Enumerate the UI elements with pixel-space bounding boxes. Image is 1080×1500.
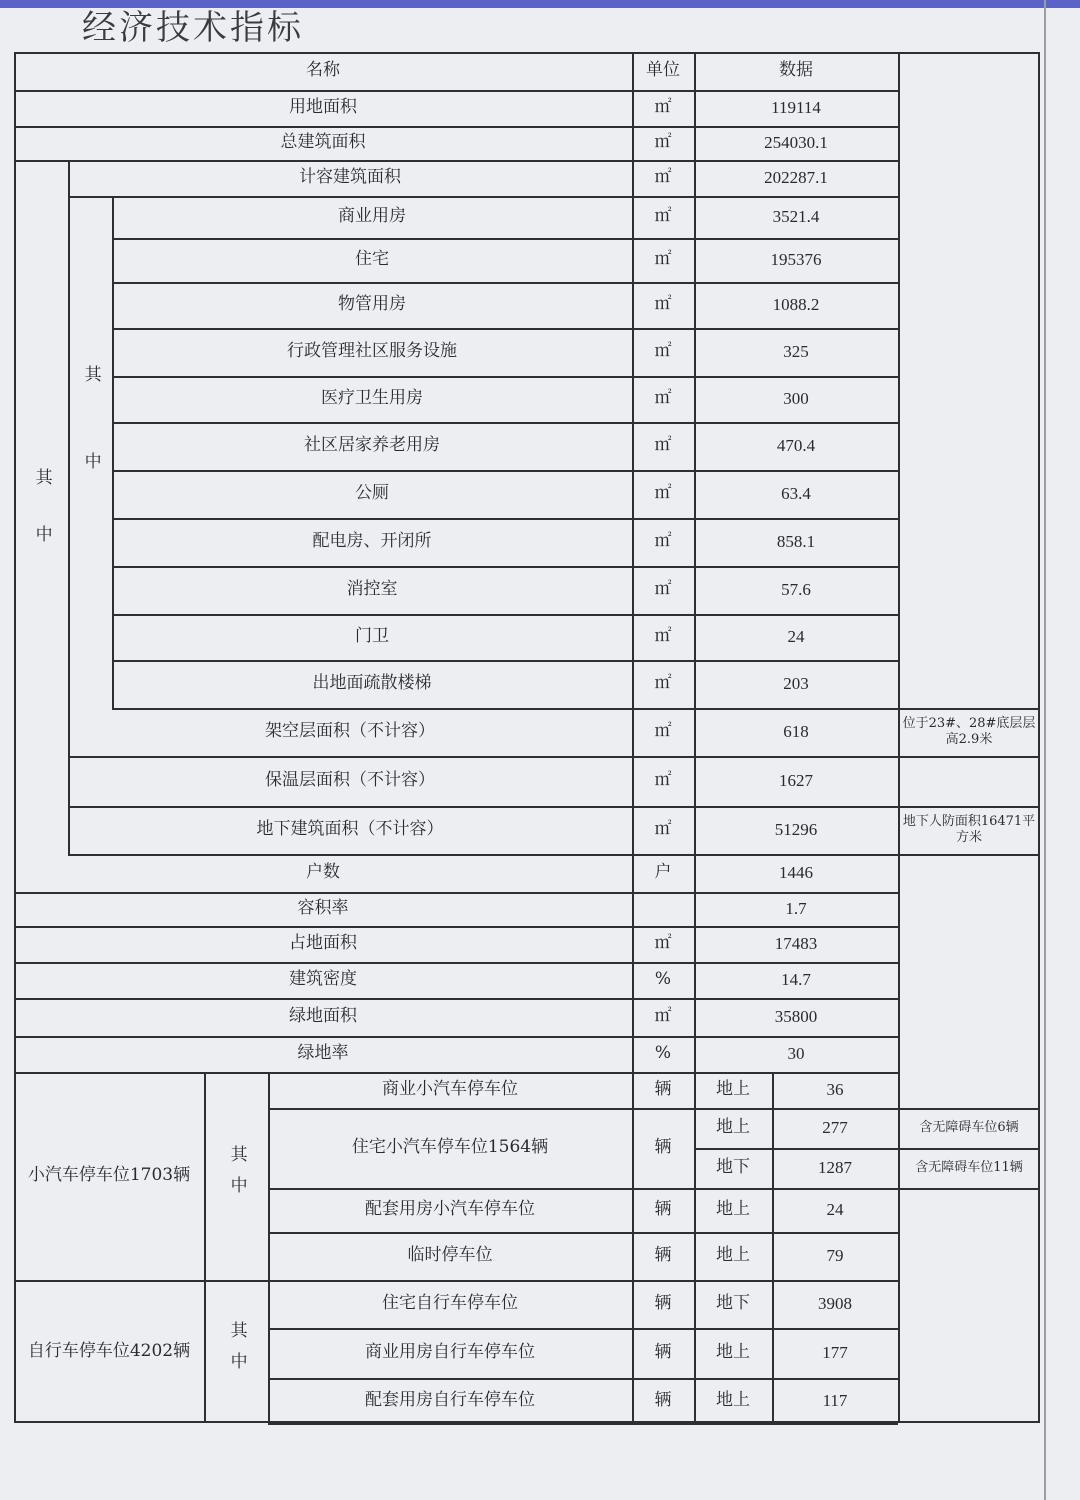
row-unit: ㎡ [654, 721, 672, 742]
row-value: 17483 [774, 934, 818, 954]
group-divider [14, 1280, 204, 1282]
parking-location: 地上 [716, 1199, 750, 1220]
row-value: 300 [783, 389, 809, 409]
parking-location: 地下 [716, 1293, 750, 1314]
section-divider [14, 1072, 898, 1074]
row-value: 254030.1 [764, 133, 828, 153]
row-value: 63.4 [781, 484, 811, 504]
note-divider [898, 1188, 1040, 1190]
row-name: 医疗卫生用房 [321, 388, 423, 409]
note-divider [898, 1148, 1040, 1150]
row-unit: ㎡ [654, 294, 672, 315]
row-name: 总建筑面积 [280, 132, 366, 153]
header-value: 数据 [779, 60, 813, 81]
parking-value: 36 [826, 1080, 844, 1100]
note-divider [898, 756, 1040, 758]
note-divider [898, 1108, 1040, 1110]
parking-note: 含无障碍车位6辆 [919, 1120, 1019, 1136]
parking-name: 临时停车位 [407, 1245, 493, 1266]
bike-qizhong-label: 其中 [226, 1320, 247, 1383]
parking-unit: 辆 [654, 1293, 672, 1314]
group-divider [204, 1280, 268, 1282]
row-unit: ㎡ [654, 579, 672, 600]
note-divider [898, 708, 1040, 710]
parking-value: 117 [822, 1390, 848, 1410]
row-value: 14.7 [781, 970, 811, 990]
row-unit: ㎡ [654, 435, 672, 456]
row-name: 门卫 [355, 626, 389, 647]
qizhong-label-outer: 其中 [31, 468, 52, 582]
row-unit: ㎡ [654, 1006, 672, 1027]
row-unit: % [654, 1043, 672, 1064]
note-divider [898, 806, 1040, 808]
parking-unit: 辆 [654, 1079, 672, 1100]
row-name: 保温层面积（不计容） [265, 770, 435, 791]
parking-unit: 辆 [654, 1245, 672, 1266]
parking-value: 3908 [818, 1294, 852, 1314]
row-name: 绿地率 [297, 1043, 349, 1064]
row-unit [632, 892, 694, 926]
grid-line [694, 1072, 696, 1423]
row-name: 消控室 [346, 579, 398, 600]
row-unit: ㎡ [654, 206, 672, 227]
row-name: 用地面积 [289, 97, 357, 118]
row-name: 公厕 [355, 483, 389, 504]
row-unit: % [654, 969, 672, 990]
row-name: 容积率 [297, 898, 349, 919]
parking-value: 1287 [818, 1158, 852, 1178]
parking-name: 住宅小汽车停车位1564辆 [351, 1137, 549, 1158]
row-name: 住宅 [355, 249, 389, 270]
car-parking-group: 小汽车停车位1703辆 [27, 1165, 191, 1186]
row-value: 203 [783, 674, 809, 694]
note-divider [898, 854, 1040, 856]
parking-location: 地上 [716, 1245, 750, 1266]
parking-value: 177 [822, 1343, 848, 1363]
row-value: 35800 [774, 1007, 818, 1027]
parking-unit: 辆 [654, 1199, 672, 1220]
row-unit: ㎡ [654, 626, 672, 647]
row-unit: ㎡ [654, 388, 672, 409]
qizhong-label-inner: 其中 [80, 365, 101, 539]
parking-value: 24 [826, 1200, 844, 1220]
parking-unit: 辆 [654, 1389, 672, 1410]
parking-note: 含无障碍车位11辆 [915, 1160, 1023, 1176]
parking-name: 商业用房自行车停车位 [365, 1342, 535, 1363]
grid-line [898, 52, 900, 1072]
parking-location: 地上 [716, 1117, 750, 1138]
row-name: 架空层面积（不计容） [265, 721, 435, 742]
bike-parking-group: 自行车停车位4202辆 [27, 1340, 191, 1361]
row-name: 配电房、开闭所 [312, 531, 432, 552]
row-name: 出地面疏散楼梯 [312, 673, 432, 694]
row-unit: ㎡ [654, 483, 672, 504]
row-value: 1.7 [785, 899, 807, 919]
parking-location: 地上 [716, 1079, 750, 1100]
grid-line [632, 1072, 634, 1423]
row-note: 地下人防面积16471平方米 [902, 814, 1036, 845]
row-name: 行政管理社区服务设施 [287, 341, 457, 362]
row-value: 470.4 [776, 436, 816, 456]
grid-line [694, 52, 696, 1072]
parking-name: 住宅自行车停车位 [382, 1293, 518, 1314]
row-unit: ㎡ [654, 341, 672, 362]
row-note: 位于23#、28#底层层高2.9米 [902, 716, 1036, 747]
parking-value: 79 [826, 1246, 844, 1266]
header-unit: 单位 [646, 60, 680, 81]
row-unit: ㎡ [654, 97, 672, 118]
parking-value: 277 [822, 1118, 848, 1138]
parking-location: 地上 [716, 1342, 750, 1363]
row-value: 119114 [771, 98, 821, 118]
row-value: 57.6 [781, 580, 811, 600]
row-unit: ㎡ [654, 167, 672, 188]
car-qizhong-label: 其中 [226, 1145, 247, 1207]
row-value: 30 [787, 1044, 805, 1064]
row-unit: ㎡ [654, 531, 672, 552]
row-value: 202287.1 [764, 168, 828, 188]
row-name: 商业用房 [338, 206, 406, 227]
row-name: 占地面积 [289, 933, 357, 954]
row-unit: ㎡ [654, 819, 672, 840]
parking-name: 配套用房自行车停车位 [365, 1389, 535, 1410]
row-name: 绿地面积 [289, 1006, 357, 1027]
row-value: 195376 [770, 250, 822, 270]
row-name: 社区居家养老用房 [304, 435, 440, 456]
row-divider [268, 1423, 898, 1425]
row-unit: ㎡ [654, 770, 672, 791]
grid-line [632, 52, 634, 1072]
row-unit: 户 [654, 862, 672, 883]
row-name: 建筑密度 [289, 969, 357, 990]
page-edge [1044, 0, 1046, 1500]
row-value: 325 [783, 342, 809, 362]
row-name: 户数 [306, 862, 340, 883]
parking-name: 商业小汽车停车位 [382, 1079, 518, 1100]
header-name: 名称 [306, 60, 340, 81]
parking-name: 配套用房小汽车停车位 [365, 1199, 535, 1220]
row-name: 地下建筑面积（不计容） [256, 819, 444, 840]
row-value: 51296 [774, 820, 818, 840]
row-unit: ㎡ [654, 249, 672, 270]
parking-location: 地下 [716, 1157, 750, 1178]
row-value: 1088.2 [772, 295, 820, 315]
row-value: 858.1 [776, 532, 816, 552]
row-name: 物管用房 [338, 294, 406, 315]
row-value: 1446 [779, 863, 813, 883]
grid-line [898, 1072, 900, 1423]
row-unit: ㎡ [654, 673, 672, 694]
parking-unit: 辆 [654, 1342, 672, 1363]
row-unit: ㎡ [654, 132, 672, 153]
row-value: 3521.4 [772, 207, 820, 227]
grid-line [772, 1072, 774, 1423]
row-value: 24 [787, 627, 805, 647]
row-name: 计容建筑面积 [299, 167, 401, 188]
parking-unit: 辆 [654, 1137, 672, 1158]
row-value: 618 [783, 722, 809, 742]
parking-location: 地上 [716, 1389, 750, 1410]
row-unit: ㎡ [654, 933, 672, 954]
page-title: 经济技术指标 [82, 8, 304, 48]
row-value: 1627 [779, 771, 813, 791]
qizhong-inner-line [112, 196, 114, 708]
